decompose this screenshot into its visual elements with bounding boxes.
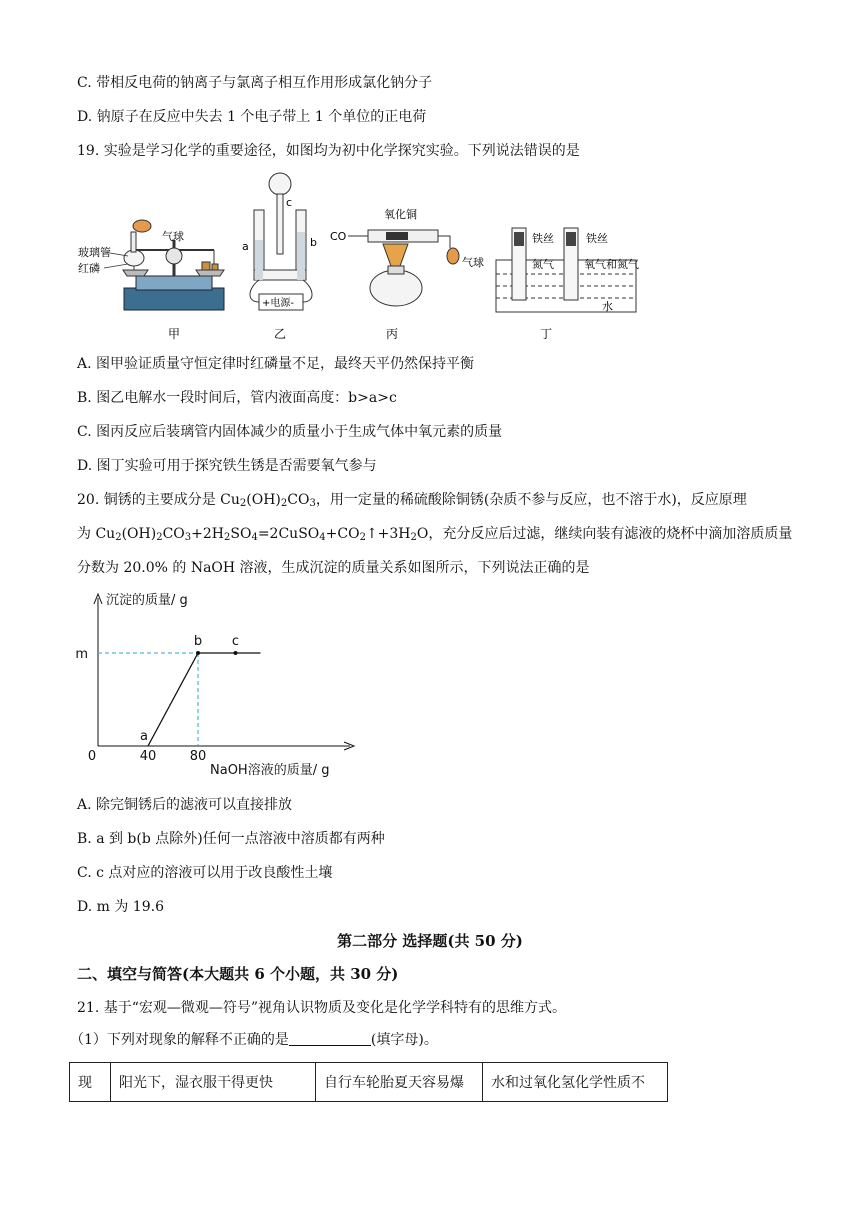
data-point-c — [234, 651, 238, 655]
jia-red-phosphorus-label: 红磷 — [78, 262, 100, 275]
yi-label-c: c — [286, 196, 293, 209]
data-point-b — [196, 651, 200, 655]
q19-option-b: B. 图乙电解水一段时间后，管内液面高度：b>a>c — [77, 390, 397, 406]
yi-label-b: b — [310, 236, 317, 249]
jia-glass-tube-label: 玻璃管 — [78, 246, 111, 259]
figure-bing-caption: 丙 — [386, 327, 399, 341]
x-tick-label: 0 — [87, 749, 97, 764]
q21-stem: 21. 基于“宏观—微观—符号”视角认识物质及变化是化学学科特有的思维方式。 — [77, 1000, 567, 1016]
point-label-a: a — [140, 729, 148, 744]
q19-stem: 19. 实验是学习化学的重要途径，如图均为初中化学探究实验。下列说法错误的是 — [77, 143, 580, 159]
ding-nitrogen-label: 氮气 — [532, 258, 554, 271]
bing-copper-oxide-label: 氧化铜 — [384, 208, 417, 221]
figure-yi-electrolysis — [250, 173, 312, 310]
q20-option-a: A. 除完铜锈后的滤液可以直接排放 — [77, 797, 293, 813]
ding-iron-wire-label-2: 铁丝 — [586, 232, 608, 245]
part2-title: 第二部分 选择题(共 50 分) — [337, 932, 523, 950]
answer-blank[interactable] — [289, 1031, 371, 1046]
q18-option-c: C. 带相反电荷的钠离子与氯离子相互作用形成氯化钠分子 — [77, 75, 433, 91]
q18-option-d: D. 钠原子在反应中失去 1 个电子带上 1 个单位的正电荷 — [77, 109, 427, 125]
table-cell: 现 — [70, 1063, 111, 1102]
q21-sub1: （1）下列对现象的解释不正确的是 (填字母)。 — [70, 1032, 438, 1048]
q19-option-c: C. 图丙反应后装璃管内固体减少的质量小于生成气体中氧元素的质量 — [77, 424, 503, 440]
figure-ding-caption: 丁 — [540, 327, 553, 341]
q20-option-d: D. m 为 19.6 — [77, 899, 164, 915]
ding-iron-wire-label-1: 铁丝 — [532, 232, 554, 245]
q21-table — [69, 1062, 668, 1102]
q19-option-a: A. 图甲验证质量守恒定律时红磷量不足，最终天平仍然保持平衡 — [77, 356, 475, 372]
ding-water-label: 水 — [602, 300, 613, 313]
yi-power-label: +电源- — [262, 298, 294, 309]
ding-oxygen-nitrogen-label: 氧气和氮气 — [584, 258, 639, 271]
q19-figures — [78, 170, 658, 345]
figure-yi-caption: 乙 — [274, 327, 287, 341]
bing-co-label: CO — [330, 230, 347, 243]
q19-option-d: D. 图丁实验可用于探究铁生锈是否需要氧气参与 — [77, 458, 377, 474]
q20-stem-line2: 为 $Cu_2(OH)_2CO_3+2H_2SO_4=2CuSO_4+CO_2↑+3H_2O$，充分反应后过滤，继续向装有滤液的烧杯中滴加溶质质量 — [77, 526, 793, 543]
q20-precipitate-chart — [75, 588, 368, 783]
y-axis-label: 沉淀的质量/ g — [106, 593, 188, 608]
yi-label-a: a — [242, 240, 249, 253]
q20-stem-line1: 20. 铜锈的主要成分是 $Cu_2(OH)_2CO_3$，用一定量的稀硫酸除铜锈(杂质不参与反应，也不溶于水)，反应原理 — [77, 492, 747, 509]
figure-jia-caption: 甲 — [168, 327, 181, 341]
point-label-c: c — [231, 634, 240, 649]
q20-option-c: C. c 点对应的溶液可以用于改良酸性土壤 — [77, 865, 333, 881]
figure-bing-co-reduction — [348, 230, 459, 306]
table-cell: 自行车轮胎夏天容易爆 — [316, 1063, 483, 1102]
table-cell: 水和过氧化氢化学性质不 — [483, 1063, 668, 1102]
x-tick-label: 40 — [139, 749, 157, 764]
table-row — [70, 1063, 668, 1102]
point-label-b: b — [193, 634, 203, 649]
y-tick-label: m — [75, 647, 88, 662]
q20-stem-line3: 分数为 20.0% 的 NaOH 溶液，生成沉淀的质量关系如图所示，下列说法正确的是 — [77, 560, 590, 576]
series-line — [148, 653, 261, 746]
q20-option-b: B. a 到 b(b 点除外)任何一点溶液中溶质都有两种 — [77, 831, 385, 847]
table-cell: 阳光下，湿衣服干得更快 — [111, 1063, 316, 1102]
x-tick-label: 80 — [189, 749, 207, 764]
jia-balloon-label: 气球 — [162, 230, 184, 243]
x-axis-label: NaOH溶液的质量/ g — [210, 763, 330, 778]
bing-balloon-label: 气球 — [462, 256, 484, 269]
section-heading: 二、填空与简答(本大题共 6 个小题，共 30 分) — [77, 965, 399, 983]
